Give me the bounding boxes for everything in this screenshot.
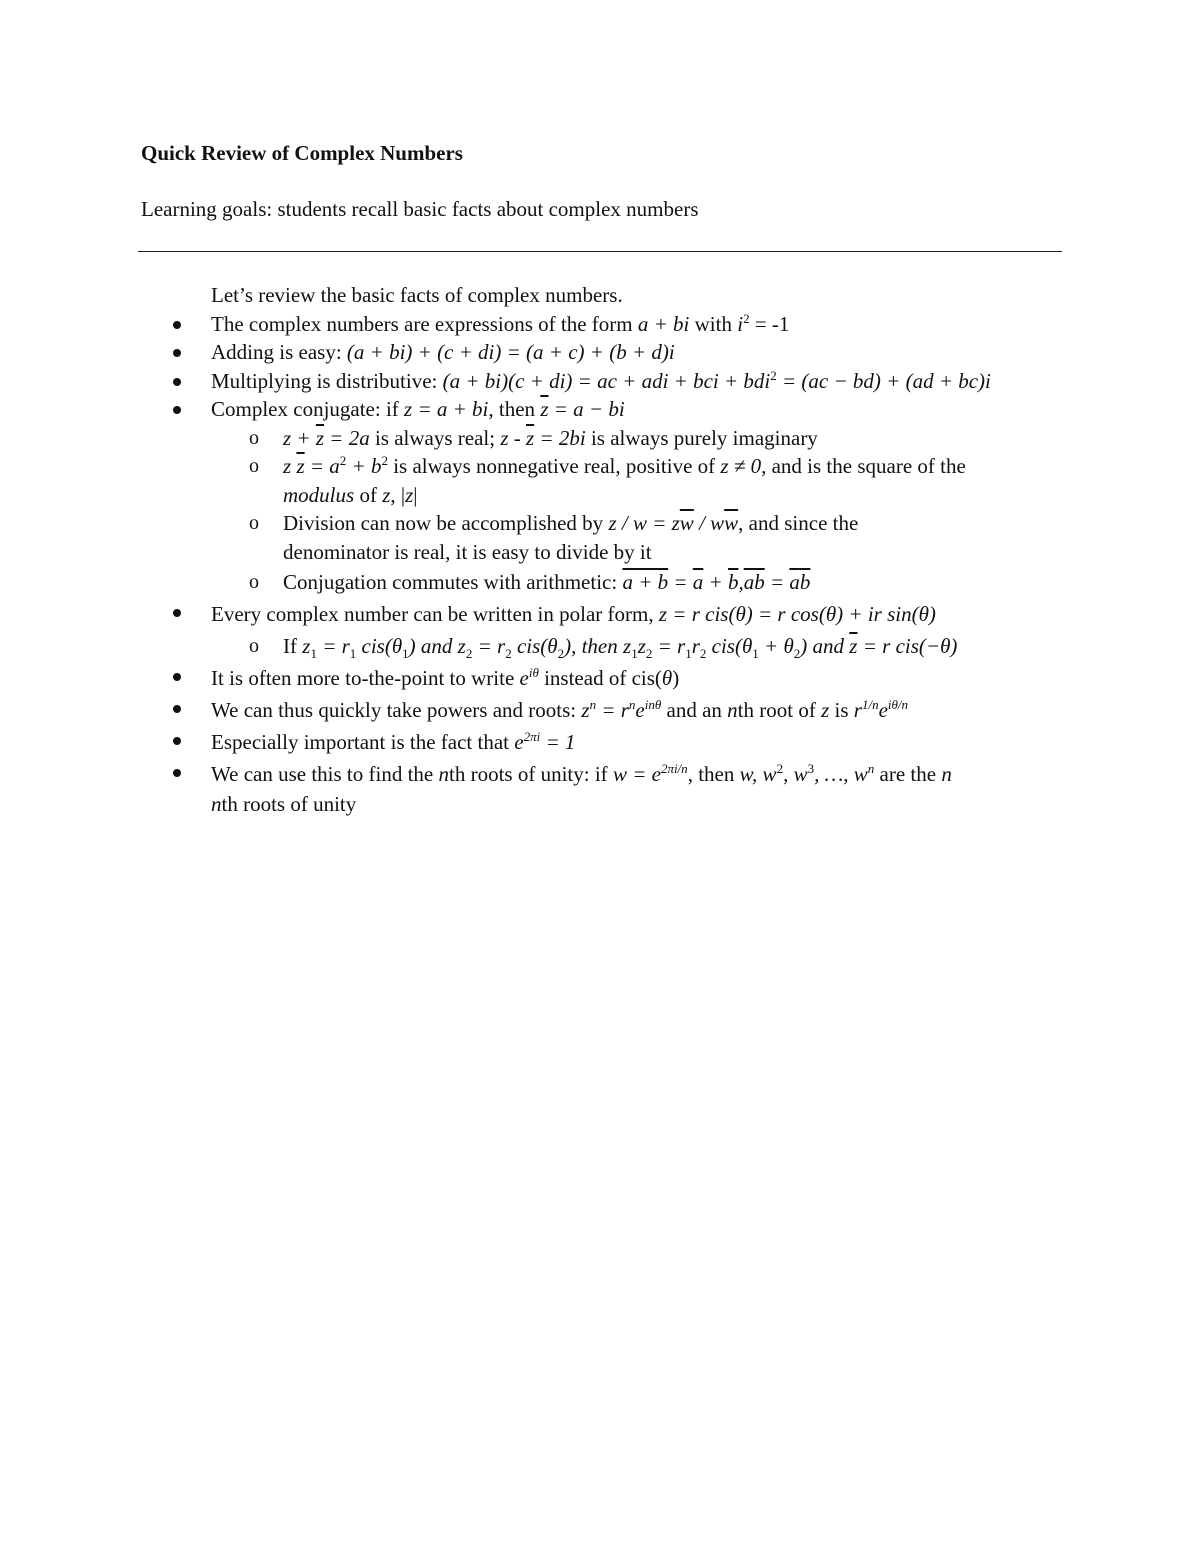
- math: n: [727, 698, 738, 722]
- item-text: Multiplying is distributive:: [211, 368, 443, 393]
- item-text: = -1: [749, 311, 790, 336]
- item-text: are the: [874, 762, 942, 786]
- math: =: [764, 570, 790, 594]
- superscript: iθ/n: [887, 697, 909, 712]
- intro-line: [140, 281, 1070, 310]
- circle-bullet-icon: o: [249, 426, 259, 449]
- math: = (ac − bd) + (ad + bc)i: [776, 368, 991, 393]
- math: z: [637, 634, 646, 658]
- math: n: [438, 762, 450, 786]
- math: (a + bi) + (c + di) = (a + c) + (b + d)i: [346, 340, 675, 364]
- math-conjugate: $\overline{z}$: [540, 397, 549, 421]
- math: z +: [283, 425, 316, 450]
- math: z / w = z: [608, 511, 680, 535]
- sub-list-item-continued: [140, 538, 1070, 567]
- superscript: n: [628, 697, 636, 712]
- math: (a + bi)(c + di) = ac + adi + bci + bdi: [442, 368, 771, 393]
- math-conjugate: $\overline{w}$: [679, 511, 694, 535]
- learning-goals: Learning goals: students recall basic facts about complex numbers: [141, 197, 699, 221]
- math: w, w: [739, 762, 777, 786]
- subscript: 2: [793, 646, 801, 662]
- sub-list-item: [140, 424, 1070, 453]
- bullet-icon: [173, 673, 181, 681]
- math: cis(θ: [356, 634, 403, 658]
- superscript: 2πi/n: [660, 761, 688, 776]
- item-text: , and is the square of the: [761, 454, 966, 478]
- math: modulus: [283, 482, 355, 507]
- list-item: [140, 694, 1070, 726]
- math: , w: [783, 762, 808, 786]
- superscript: 2πi: [523, 729, 541, 744]
- math: e: [519, 666, 529, 690]
- sub-list-item: [140, 630, 1070, 662]
- superscript: inθ: [644, 697, 662, 712]
- circle-bullet-icon: o: [249, 635, 259, 657]
- math: ) and: [800, 634, 850, 658]
- math: cis(θ: [706, 634, 753, 658]
- math: ), then: [564, 634, 623, 658]
- math: = r: [652, 634, 686, 658]
- list-item: [140, 758, 1070, 790]
- math: e: [878, 698, 888, 722]
- bullet-icon: [173, 378, 181, 386]
- math: ) and: [408, 634, 458, 658]
- superscript: 2: [770, 367, 777, 383]
- math-conjugate: a + b: [622, 570, 669, 594]
- superscript: 2: [381, 453, 388, 468]
- math: = 2a: [324, 425, 370, 450]
- sub-list-item: [140, 566, 1070, 598]
- math: = r: [316, 634, 350, 658]
- math: =: [668, 570, 693, 594]
- review-list: [140, 281, 1070, 819]
- math: z -: [500, 425, 526, 450]
- item-text: is always purely imaginary: [585, 425, 818, 450]
- list-item: [140, 338, 1070, 367]
- item-text: Complex conjugate: if: [211, 397, 405, 421]
- math-conjugate: $\overline{z}$: [849, 634, 858, 658]
- math: / w: [693, 511, 725, 535]
- math: w = e: [612, 762, 661, 786]
- math: = r cis(−θ): [857, 634, 958, 658]
- item-text: , then: [488, 397, 541, 421]
- math: z: [623, 634, 632, 658]
- circle-bullet-icon: o: [249, 455, 259, 477]
- item-text: is always real;: [369, 425, 501, 450]
- subscript: 1: [349, 646, 357, 662]
- intro-text: Let’s review the basic facts of complex numbers.: [211, 283, 623, 307]
- math: = a: [304, 454, 340, 478]
- item-text: th roots of unity: if: [449, 762, 613, 786]
- item-text: Every complex number can be written in polar form,: [211, 602, 659, 626]
- superscript: 2: [339, 453, 347, 468]
- list-item: [140, 662, 1070, 694]
- superscript: 3: [807, 761, 815, 776]
- subscript: 2: [505, 646, 512, 662]
- superscript: n: [589, 697, 597, 712]
- math: ,: [738, 570, 744, 594]
- item-text: ): [672, 666, 680, 690]
- subscript: 1: [752, 646, 759, 662]
- math: r: [691, 634, 700, 658]
- list-item: [140, 726, 1070, 758]
- item-text: The complex numbers are expressions of the form: [211, 311, 638, 336]
- list-item: [140, 310, 1070, 339]
- item-text: Adding is easy:: [211, 340, 347, 364]
- sub-list-item-continued: [140, 481, 1070, 510]
- math-conjugate: $\overline{a}$: [692, 570, 704, 594]
- subscript: 2: [465, 646, 473, 662]
- math: = 2bi: [534, 425, 586, 450]
- item-text: is always nonnegative real, positive of: [387, 454, 721, 478]
- math: z = r cis(θ) = r cos(θ) + ir sin(θ): [658, 602, 936, 626]
- subscript: 2: [699, 646, 707, 662]
- bullet-icon: [173, 705, 181, 713]
- circle-bullet-icon: o: [249, 571, 259, 593]
- math: = 1: [540, 730, 576, 754]
- math-conjugate: $\overline{z}$: [526, 425, 535, 450]
- list-item: [140, 598, 1070, 630]
- math: z: [283, 454, 297, 478]
- math-conjugate: $\overline{b}$: [727, 570, 739, 594]
- math: z = a + bi: [404, 397, 489, 421]
- circle-bullet-icon: o: [249, 512, 259, 534]
- math: z: [302, 634, 311, 658]
- item-text: We can thus quickly take powers and roots:: [211, 698, 582, 722]
- math: n: [211, 792, 222, 816]
- math: +: [703, 570, 728, 594]
- bullet-icon: [173, 321, 181, 329]
- math: θ: [661, 666, 673, 690]
- subscript: 1: [685, 646, 692, 662]
- superscript: 2: [776, 761, 784, 776]
- math: z: [581, 698, 590, 722]
- item-text: and an: [661, 698, 728, 722]
- bullet-icon: [173, 609, 181, 617]
- item-text: Conjugation commutes with arithmetic:: [283, 570, 623, 594]
- item-text: of: [354, 482, 383, 507]
- item-text: We can use this to find the: [211, 762, 439, 786]
- math: z ≠ 0: [720, 454, 762, 478]
- subscript: 1: [631, 646, 638, 662]
- list-item: [140, 395, 1070, 424]
- superscript: 2: [743, 310, 750, 326]
- math: r: [853, 698, 862, 722]
- item-text: denominator is real, it is easy to divide by it: [283, 539, 652, 564]
- math-conjugate: $\overline{b}$: [799, 570, 811, 594]
- item-text: Division can now be accomplished by: [283, 511, 609, 535]
- math-conjugate: $\overline{z}$: [315, 425, 325, 450]
- superscript: n: [867, 761, 875, 776]
- bullet-icon: [173, 737, 181, 745]
- subscript: 2: [645, 646, 653, 662]
- math: a + bi: [637, 311, 690, 336]
- math: , …, w: [814, 762, 868, 786]
- math: e: [635, 698, 645, 722]
- math: i: [737, 311, 744, 336]
- item-text: is: [829, 698, 854, 722]
- superscript: 1/n: [861, 697, 879, 712]
- superscript: iθ: [528, 665, 539, 680]
- horizontal-rule: [138, 251, 1062, 252]
- item-text: th roots of unity: [221, 792, 357, 816]
- math: = r: [472, 634, 506, 658]
- page-title: Quick Review of Complex Numbers: [141, 141, 463, 165]
- item-text: Especially important is the fact that: [211, 730, 515, 754]
- math: + θ: [758, 634, 794, 658]
- item-text: th root of: [737, 698, 822, 722]
- list-item-continued: [140, 790, 1070, 819]
- subscript: 2: [557, 646, 565, 662]
- math-conjugate: $\overline{z}$: [296, 454, 305, 478]
- bullet-icon: [173, 406, 181, 414]
- math: + b: [346, 454, 382, 478]
- sub-list-item: [140, 452, 1070, 481]
- subscript: 1: [310, 646, 317, 662]
- math: e: [514, 730, 524, 754]
- math: z: [821, 698, 830, 722]
- math: n: [941, 762, 952, 786]
- math: cis(θ: [511, 634, 558, 658]
- math: z: [457, 634, 466, 658]
- list-item: [140, 367, 1070, 396]
- item-text: It is often more to-the-point to write: [211, 666, 520, 690]
- item-text: , |: [390, 482, 406, 507]
- bullet-icon: [173, 769, 181, 777]
- math-conjugate: $\overline{a}$: [789, 570, 800, 594]
- math-conjugate: $\overline{w}$: [724, 511, 739, 535]
- math: = a − bi: [548, 397, 625, 421]
- math: z: [382, 482, 391, 507]
- item-text: , then: [687, 762, 740, 786]
- item-text: with: [689, 311, 738, 336]
- subscript: 1: [402, 646, 409, 662]
- item-text: , and since the: [738, 511, 859, 535]
- sub-list-item: [140, 509, 1070, 538]
- math: z: [405, 482, 414, 507]
- math-conjugate: $\overline{ab}$: [743, 570, 765, 594]
- item-text: |: [413, 482, 418, 507]
- bullet-icon: [173, 349, 181, 357]
- item-text: instead of cis(: [538, 666, 662, 690]
- item-text: If: [283, 634, 303, 658]
- math: = r: [596, 698, 629, 722]
